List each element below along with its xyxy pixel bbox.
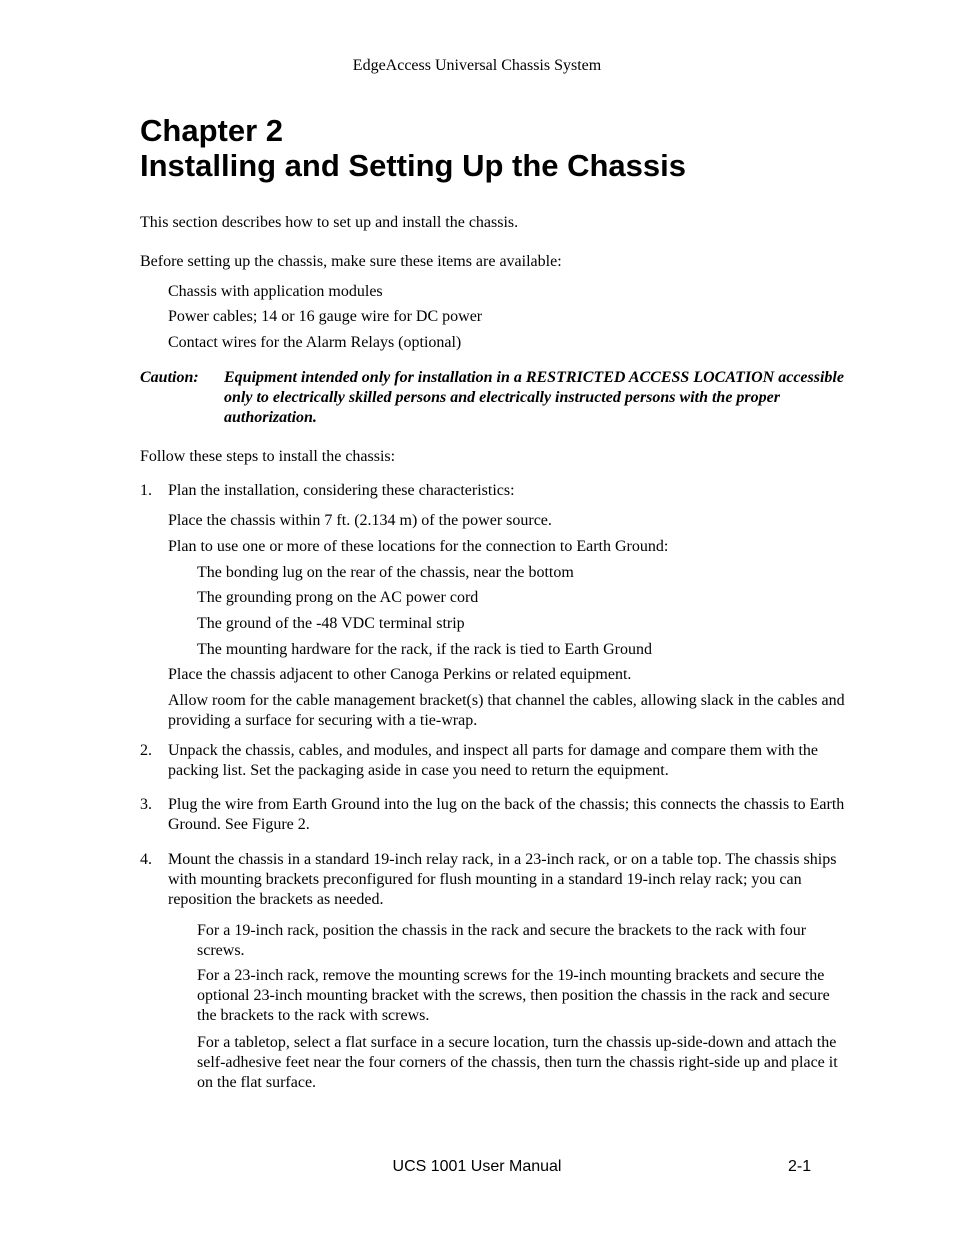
list-item: The ground of the -48 VDC terminal strip [197, 615, 465, 632]
chapter-number: Chapter 2 [140, 113, 283, 148]
step-text: Plan the installation, considering these characteristics: [168, 482, 515, 499]
steps-intro: Follow these steps to install the chassis: [140, 448, 396, 465]
list-item: The grounding prong on the AC power cord [197, 589, 479, 606]
list-item: The bonding lug on the rear of the chassis, near the bottom [197, 564, 574, 581]
footer-manual-title: UCS 1001 User Manual [392, 1158, 562, 1175]
running-header: EdgeAccess Universal Chassis System [352, 57, 602, 74]
list-item: Contact wires for the Alarm Relays (optional) [168, 334, 462, 351]
list-item: Chassis with application modules [168, 283, 383, 300]
prerequisites-paragraph: Before setting up the chassis, make sure these items are available: [140, 253, 562, 270]
step-text: Unpack the chassis, cables, and modules, and inspect all parts for damage and compare them with the packing list. Set the packaging aside in case you need to return the equipment. [168, 742, 819, 779]
step-number: 2. [140, 742, 152, 759]
caution-text: Equipment intended only for installation in a RESTRICTED ACCESS LOCATION accessible only to electrically skilled persons and electrically instructed persons with the proper authorization. [224, 369, 844, 426]
step-number: 1. [140, 482, 152, 499]
list-item: Allow room for the cable management bracket(s) that channel the cables, allowing slack in the cables and providing a surface for securing with a tie-wrap. [168, 692, 845, 729]
step-text: Mount the chassis in a standard 19-inch relay rack, in a 23-inch rack, or on a table top. The chassis ships with mounting brackets preconfigured for flush mounting in a standard 19-inch relay rack; you can reposition the brackets as needed. [168, 851, 837, 908]
step-number: 3. [140, 796, 152, 813]
list-item: Power cables; 14 or 16 gauge wire for DC power [168, 308, 483, 325]
list-item: Place the chassis within 7 ft. (2.134 m) of the power source. [168, 512, 552, 529]
list-item: For a 19-inch rack, position the chassis in the rack and secure the brackets to the rack with four screws. [197, 922, 807, 959]
list-item: Place the chassis adjacent to other Canoga Perkins or related equipment. [168, 666, 632, 683]
list-item: For a tabletop, select a flat surface in a secure location, turn the chassis up-side-down and attach the self-adhesive feet near the four corners of the chassis, then turn the chassis right-side up and place it on the flat surface. [197, 1034, 838, 1091]
chapter-title: Installing and Setting Up the Chassis [140, 148, 687, 183]
footer-page-number: 2-1 [788, 1158, 812, 1175]
list-item: Plan to use one or more of these locations for the connection to Earth Ground: [168, 538, 669, 555]
step-number: 4. [140, 851, 152, 868]
intro-paragraph: This section describes how to set up and install the chassis. [140, 214, 519, 231]
caution-label: Caution: [140, 369, 199, 386]
list-item: The mounting hardware for the rack, if the rack is tied to Earth Ground [197, 641, 652, 658]
step-text: Plug the wire from Earth Ground into the lug on the back of the chassis; this connects the chassis to Earth Ground. See Figure 2. [168, 796, 845, 833]
list-item: For a 23-inch rack, remove the mounting screws for the 19-inch mounting brackets and secure the optional 23-inch mounting bracket with the screws, then position the chassis in the rack and secure the brackets to the rack with screws. [197, 967, 830, 1024]
